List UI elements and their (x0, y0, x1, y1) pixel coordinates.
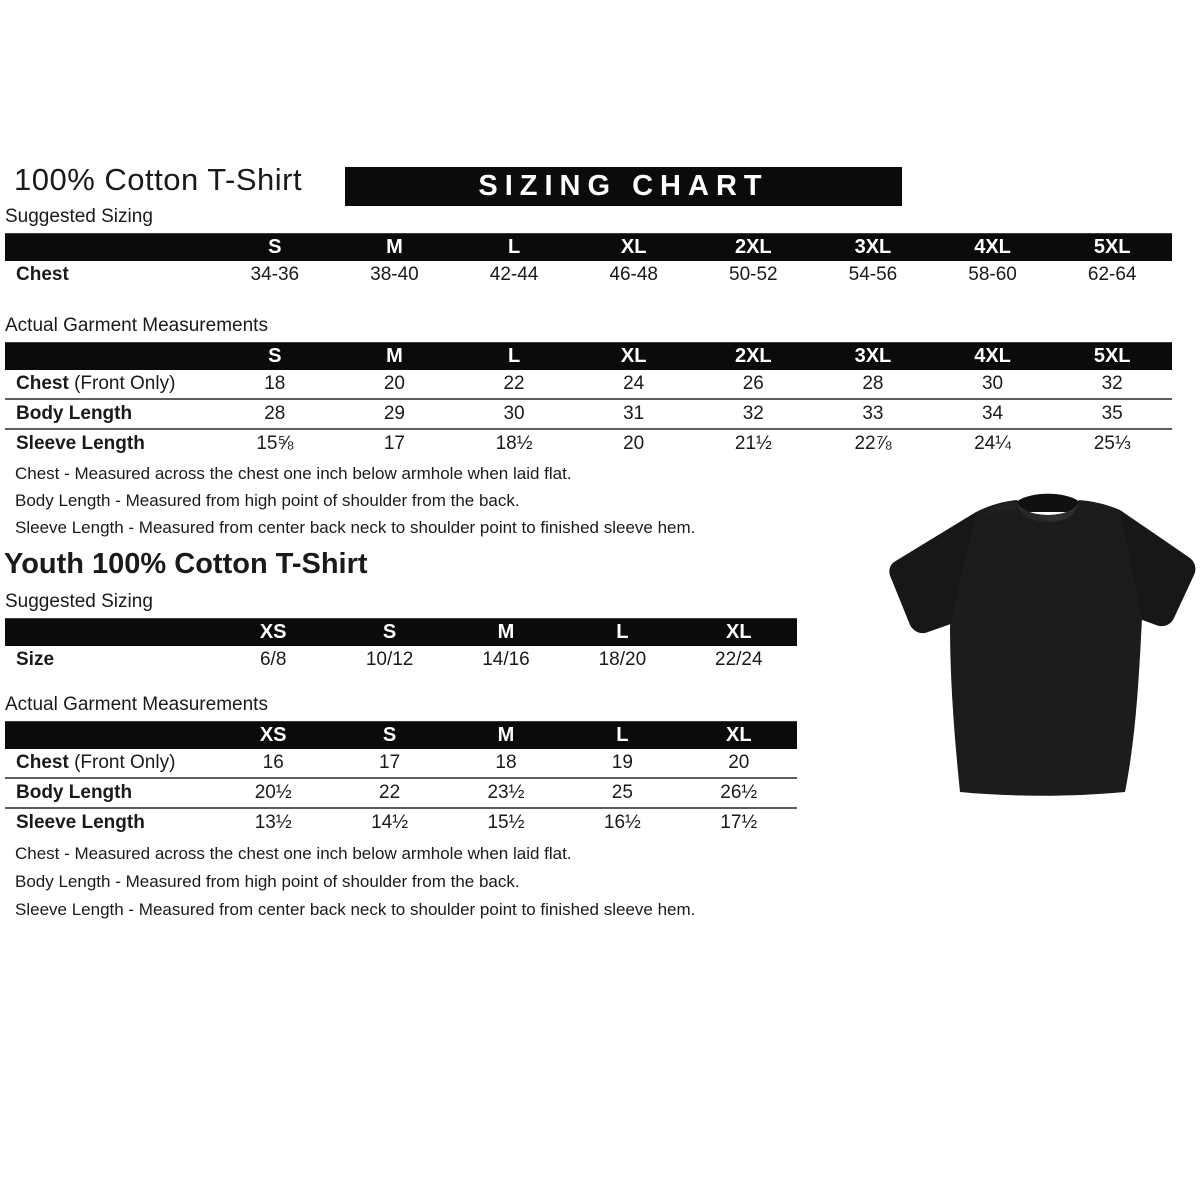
adult-actual-measurements-table-wrap (5, 343, 1172, 458)
row-label: Chest (Front Only) (5, 370, 215, 399)
measurement-value: 31 (574, 399, 694, 429)
size-column-header: XL (574, 234, 694, 261)
measurement-value: 13½ (215, 808, 331, 837)
measurement-row (5, 429, 1172, 458)
header-spacer-cell (5, 343, 215, 370)
header-spacer-cell (5, 722, 215, 749)
measurement-value: 30 (933, 370, 1053, 399)
adult-actual-measurements-table (5, 343, 1172, 458)
adult-suggested-sizing-table (5, 234, 1172, 289)
measurement-value: 18½ (454, 429, 574, 458)
size-column-header: 4XL (933, 234, 1053, 261)
measurement-value: 58-60 (933, 261, 1053, 289)
row-label: Body Length (5, 399, 215, 429)
note-chest-youth: Chest - Measured across the chest one inch below armhole when laid flat. (15, 844, 572, 863)
measurement-value: 20 (681, 749, 797, 778)
adult-suggested-sizing-table-wrap (5, 234, 1172, 289)
size-column-header: XL (681, 722, 797, 749)
measurement-value: 22 (331, 778, 447, 808)
measurement-value: 20 (335, 370, 455, 399)
measurement-value: 33 (813, 399, 933, 429)
size-column-header: 2XL (694, 343, 814, 370)
black-tshirt-graphic (880, 478, 1200, 808)
note-body-length-youth: Body Length - Measured from high point of shoulder from the back. (15, 872, 520, 891)
size-column-header: 4XL (933, 343, 1053, 370)
note-chest-adult: Chest - Measured across the chest one inch below armhole when laid flat. (15, 464, 572, 483)
size-column-header: 3XL (813, 343, 933, 370)
note-body-length-adult: Body Length - Measured from high point of shoulder from the back. (15, 491, 520, 510)
measurement-value: 35 (1052, 399, 1172, 429)
measurement-row (5, 399, 1172, 429)
measurement-value: 28 (215, 399, 335, 429)
measurement-value: 29 (335, 399, 455, 429)
measurement-value: 20 (574, 429, 694, 458)
measurement-value: 22/24 (681, 646, 797, 674)
row-label: Sleeve Length (5, 808, 215, 837)
measurement-value: 15⅝ (215, 429, 335, 458)
row-label: Chest (5, 261, 215, 289)
size-column-header: XS (215, 619, 331, 646)
measurement-value: 19 (564, 749, 680, 778)
measurement-value: 25⅓ (1052, 429, 1172, 458)
size-column-header: M (448, 722, 564, 749)
measurement-row (5, 370, 1172, 399)
sizing-chart-banner: SIZING CHART (345, 167, 902, 206)
note-sleeve-length-youth: Sleeve Length - Measured from center back neck to shoulder point to finished sleeve hem. (15, 900, 696, 919)
section-label-suggested-sizing-youth: Suggested Sizing (5, 590, 797, 620)
measurement-row (5, 749, 797, 778)
measurement-value: 30 (454, 399, 574, 429)
measurement-value: 32 (1052, 370, 1172, 399)
measurement-value: 46-48 (574, 261, 694, 289)
measurement-value: 24 (574, 370, 694, 399)
measurement-value: 20½ (215, 778, 331, 808)
measurement-value: 21½ (694, 429, 814, 458)
youth-actual-measurements-table-wrap (5, 722, 797, 837)
size-header-row (5, 234, 1172, 261)
youth-suggested-sizing-table (5, 619, 797, 674)
size-column-header: S (331, 619, 447, 646)
measurement-value: 22 (454, 370, 574, 399)
youth-actual-measurements-table (5, 722, 797, 837)
measurement-value: 10/12 (331, 646, 447, 674)
size-column-header: L (454, 343, 574, 370)
section-label-actual-measurements-adult: Actual Garment Measurements (5, 314, 1172, 344)
measurement-value: 62-64 (1052, 261, 1172, 289)
measurement-value: 14/16 (448, 646, 564, 674)
measurement-value: 17½ (681, 808, 797, 837)
row-label: Chest (Front Only) (5, 749, 215, 778)
header-spacer-cell (5, 234, 215, 261)
header-spacer-cell (5, 619, 215, 646)
measurement-value: 25 (564, 778, 680, 808)
size-column-header: 5XL (1052, 343, 1172, 370)
size-header-row (5, 619, 797, 646)
size-column-header: 5XL (1052, 234, 1172, 261)
page-title: 100% Cotton T-Shirt (14, 162, 303, 197)
measurement-value: 22⅞ (813, 429, 933, 458)
measurement-row (5, 646, 797, 674)
measurement-value: 28 (813, 370, 933, 399)
size-column-header: L (564, 722, 680, 749)
size-column-header: S (215, 234, 335, 261)
size-column-header: L (454, 234, 574, 261)
section-label-suggested-sizing-adult: Suggested Sizing (5, 205, 1172, 235)
measurement-value: 16 (215, 749, 331, 778)
measurement-value: 18/20 (564, 646, 680, 674)
measurement-value: 14½ (331, 808, 447, 837)
tshirt-image (880, 478, 1200, 808)
row-label: Sleeve Length (5, 429, 215, 458)
measurement-value: 26½ (681, 778, 797, 808)
size-column-header: M (335, 343, 455, 370)
measurement-value: 38-40 (335, 261, 455, 289)
row-label: Size (5, 646, 215, 674)
youth-section-title: Youth 100% Cotton T-Shirt (4, 548, 368, 580)
youth-suggested-sizing-table-wrap (5, 619, 797, 674)
measurement-value: 18 (215, 370, 335, 399)
measurement-value: 42-44 (454, 261, 574, 289)
measurement-value: 23½ (448, 778, 564, 808)
section-label-actual-measurements-youth: Actual Garment Measurements (5, 693, 797, 723)
size-column-header: XS (215, 722, 331, 749)
size-column-header: 3XL (813, 234, 933, 261)
measurement-row (5, 778, 797, 808)
measurement-value: 6/8 (215, 646, 331, 674)
size-column-header: XL (681, 619, 797, 646)
size-column-header: M (335, 234, 455, 261)
measurement-value: 34-36 (215, 261, 335, 289)
measurement-value: 32 (694, 399, 814, 429)
row-label: Body Length (5, 778, 215, 808)
measurement-value: 34 (933, 399, 1053, 429)
size-column-header: M (448, 619, 564, 646)
measurement-value: 18 (448, 749, 564, 778)
note-sleeve-length-adult: Sleeve Length - Measured from center back neck to shoulder point to finished sleeve hem. (15, 518, 696, 537)
measurement-value: 16½ (564, 808, 680, 837)
size-column-header: S (215, 343, 335, 370)
size-column-header: 2XL (694, 234, 814, 261)
measurement-value: 17 (331, 749, 447, 778)
measurement-row (5, 808, 797, 837)
measurement-value: 50-52 (694, 261, 814, 289)
measurement-value: 26 (694, 370, 814, 399)
measurement-value: 54-56 (813, 261, 933, 289)
measurement-value: 24¼ (933, 429, 1053, 458)
size-column-header: XL (574, 343, 694, 370)
size-header-row (5, 343, 1172, 370)
measurement-value: 15½ (448, 808, 564, 837)
measurement-row (5, 261, 1172, 289)
measurement-value: 17 (335, 429, 455, 458)
size-header-row (5, 722, 797, 749)
size-column-header: L (564, 619, 680, 646)
size-column-header: S (331, 722, 447, 749)
